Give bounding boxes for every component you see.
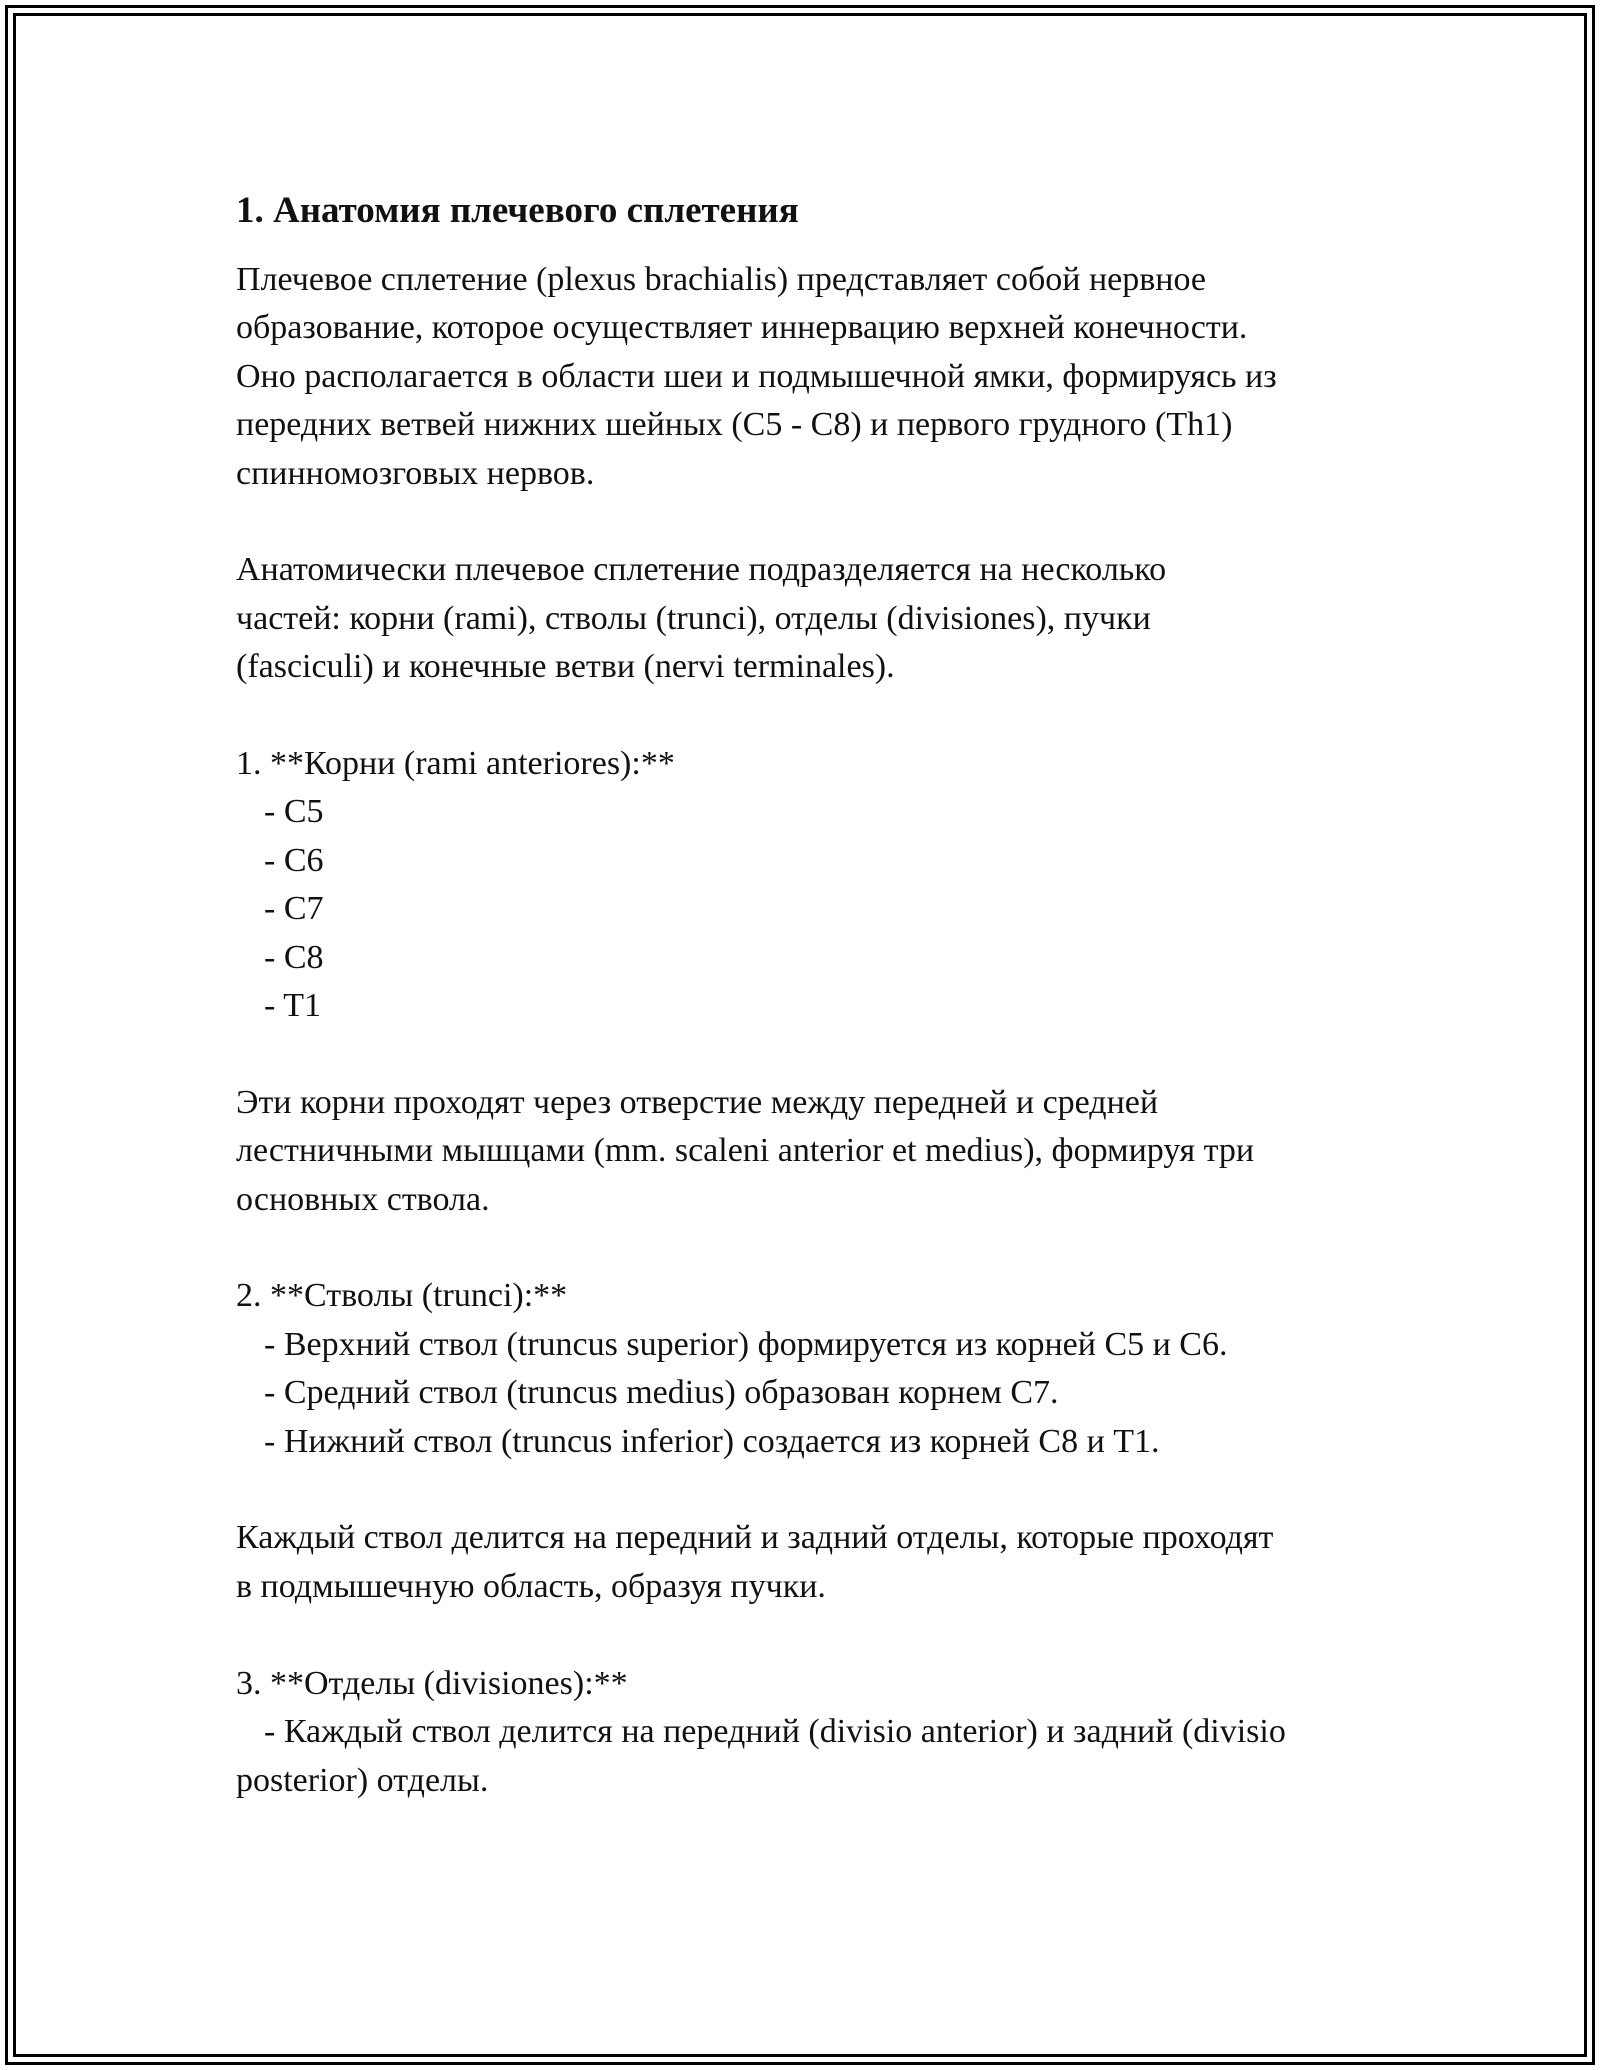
section-title: 1. Анатомия плечевого сплетения: [236, 190, 799, 231]
list-item: - C6: [264, 841, 324, 879]
intro-paragraph: [236, 256, 1416, 498]
list-item: - C8: [264, 938, 324, 976]
text-line: Каждый ствол делится на передний и задний отделы, которые проходят: [236, 1519, 1274, 1557]
roots-note-paragraph: [236, 1079, 1416, 1224]
trunks-note-paragraph: [236, 1514, 1416, 1611]
text-line: основных ствола.: [236, 1180, 490, 1218]
text-line: Плечевое сплетение (plexus brachialis) представляет собой нервное: [236, 261, 1207, 298]
list-item: - C7: [264, 890, 324, 928]
trunks-list: [236, 1272, 1416, 1466]
text-line: в подмышечную область, образуя пучки.: [236, 1567, 826, 1605]
list-item: - Каждый ствол делится на передний (divisio anterior) и задний (divisio: [264, 1713, 1286, 1751]
list-header: 2. **Стволы (trunci):**: [236, 1277, 568, 1315]
roots-list: [236, 740, 1416, 1030]
list-item: - Нижний ствол (truncus inferior) создается из корней C8 и T1.: [264, 1422, 1160, 1460]
text-line: частей: корни (rami), стволы (trunci), отделы (divisiones), пучки: [236, 599, 1151, 637]
text-line: Оно располагается в области шеи и подмышечной ямки, формируясь из: [236, 357, 1277, 395]
list-header: 1. **Корни (rami anteriores):**: [236, 745, 675, 783]
list-header: 3. **Отделы (divisiones):**: [236, 1664, 628, 1702]
paragraph-gap: [236, 1030, 1416, 1078]
paragraph-gap: [236, 1611, 1416, 1659]
text-line: лестничными мышцами (mm. scaleni anterior et medius), формируя три: [236, 1132, 1255, 1170]
paragraph-gap: [236, 1224, 1416, 1272]
text-line: передних ветвей нижних шейных (C5 - C8) и первого грудного (Th1): [236, 406, 1233, 444]
text-line: спинномозговых нервов.: [236, 454, 595, 492]
paragraph-gap: [236, 692, 1416, 740]
text-line: Эти корни проходят через отверстие между передней и средней: [236, 1083, 1159, 1121]
text-line: образование, которое осуществляет иннервацию верхней конечности.: [236, 309, 1248, 347]
paragraph-gap: [236, 498, 1416, 546]
document-body: [236, 186, 1416, 1805]
paragraph-gap: [236, 1466, 1416, 1514]
list-item: - Верхний ствол (truncus superior) формируется из корней C5 и C6.: [264, 1325, 1228, 1363]
list-item: - Средний ствол (truncus medius) образован корнем C7.: [264, 1374, 1059, 1412]
list-item: - T1: [264, 987, 321, 1025]
text-line: (fasciculi) и конечные ветви (nervi terminales).: [236, 648, 895, 686]
divisions-list: [236, 1660, 1416, 1805]
list-item-continuation: posterior) отделы.: [236, 1761, 489, 1799]
parts-paragraph: [236, 546, 1416, 691]
list-item: - C5: [264, 793, 324, 831]
text-line: Анатомически плечевое сплетение подразделяется на несколько: [236, 551, 1167, 589]
